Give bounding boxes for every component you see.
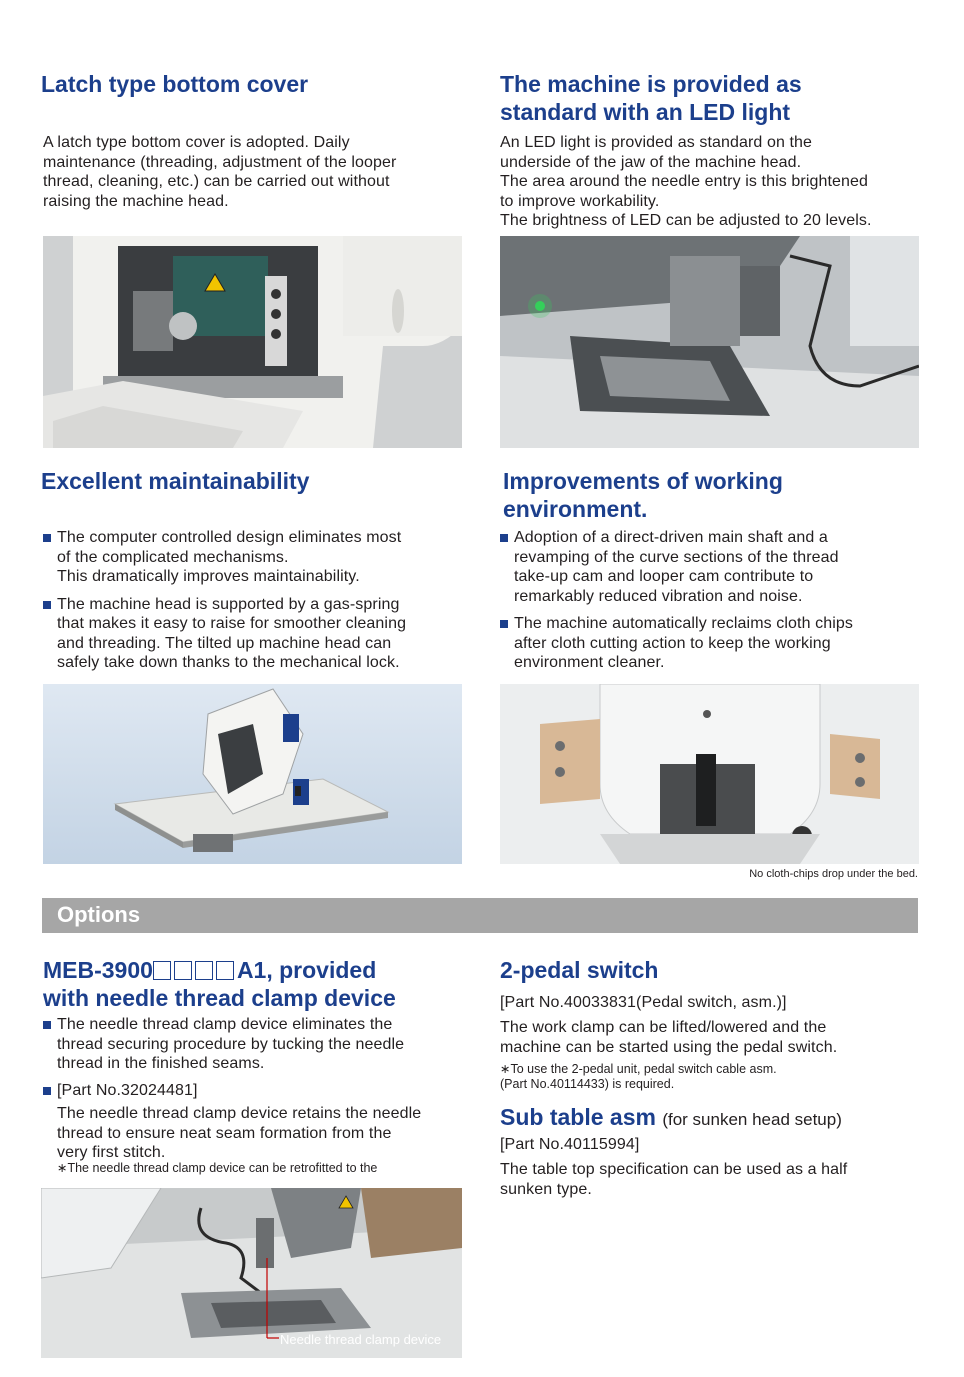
options-heading: Options (57, 902, 141, 927)
cloth-chips-photo (500, 684, 919, 864)
meb-bullets (43, 1015, 473, 1100)
meb-note: ∗The needle thread clamp device can be retrofitted to the (57, 1161, 378, 1175)
maint-bullet-1: The computer controlled design eliminates most of the complicated mechanisms. This dramatically improves maintainability. (43, 528, 473, 587)
env-bullets (500, 528, 920, 681)
pedal-text: The work clamp can be lifted/lowered and the machine can be started using the pedal switch. (500, 1019, 838, 1056)
pedal-note: ∗To use the 2-pedal unit, pedal switch cable asm. (Part No.40114433) is required. (500, 1062, 777, 1091)
cloth-chips-caption: No cloth-chips drop under the bed. (749, 868, 918, 880)
env-bullet-2: The machine automatically reclaims cloth chips after cloth cutting action to keep the working environment cleaner. (500, 614, 920, 673)
maint-bullets (43, 528, 473, 681)
pedal-title: 2-pedal switch (500, 957, 659, 983)
latch-cover-photo (43, 236, 462, 448)
options-section-bar (42, 898, 918, 933)
pedal-part-number: [Part No.40033831(Pedal switch, asm.)] (500, 994, 787, 1011)
maint-title: Excellent maintainability (41, 468, 310, 494)
led-text: An LED light is provided as standard on the underside of the jaw of the machine head. The area around the needle entry is this brightened to improve workability. The brightness of LED can be adjusted to 20 levels. (500, 134, 872, 229)
tilted-machine-head-photo (43, 684, 462, 864)
led-light-photo (500, 236, 919, 448)
led-title: The machine is provided as standard with an LED light (500, 71, 802, 125)
maint-bullet-2: The machine head is supported by a gas-spring that makes it easy to raise for smoother cleaning and threading. The tilted up machine head can safely take down thanks to the mechanical lock. (43, 595, 473, 673)
subtable-part-number: [Part No.40115994] (500, 1136, 640, 1153)
env-bullet-1: Adoption of a direct-driven main shaft and a revamping of the curve sections of the thread take-up cam and looper cam contribute to remarkably reduced vibration and noise. (500, 528, 920, 606)
needle-thread-clamp-photo (41, 1188, 462, 1358)
subtable-title-small: (for sunken head setup) (662, 1110, 842, 1129)
meb-title (43, 956, 483, 1012)
meb-text: The needle thread clamp device retains the needle thread to ensure neat seam formation from the very first stitch. (57, 1105, 422, 1161)
subtable-title (500, 1103, 842, 1134)
env-title: Improvements of working environment. (503, 468, 783, 522)
meb-bullet-1: The needle thread clamp device eliminates the thread securing procedure by tucking the needle thread in the finished seams. (43, 1015, 473, 1074)
meb-title-suffix: A1, provided (236, 957, 377, 983)
subtable-text: The table top specification can be used as a half sunken type. (500, 1161, 848, 1198)
latch-title: Latch type bottom cover (41, 71, 309, 97)
needle-thread-clamp-label: Needle thread clamp device (280, 1332, 442, 1347)
subtable-title-main: Sub table asm (500, 1104, 656, 1130)
meb-title-prefix: MEB-3900 (43, 957, 153, 983)
model-code-boxes (153, 956, 237, 984)
meb-title-line2: with needle thread clamp device (43, 985, 396, 1011)
meb-bullet-2: [Part No.32024481] (43, 1081, 473, 1101)
latch-text: A latch type bottom cover is adopted. Daily maintenance (threading, adjustment of the looper thread, cleaning, etc.) can be carried out without raising the machine head. (43, 134, 397, 210)
